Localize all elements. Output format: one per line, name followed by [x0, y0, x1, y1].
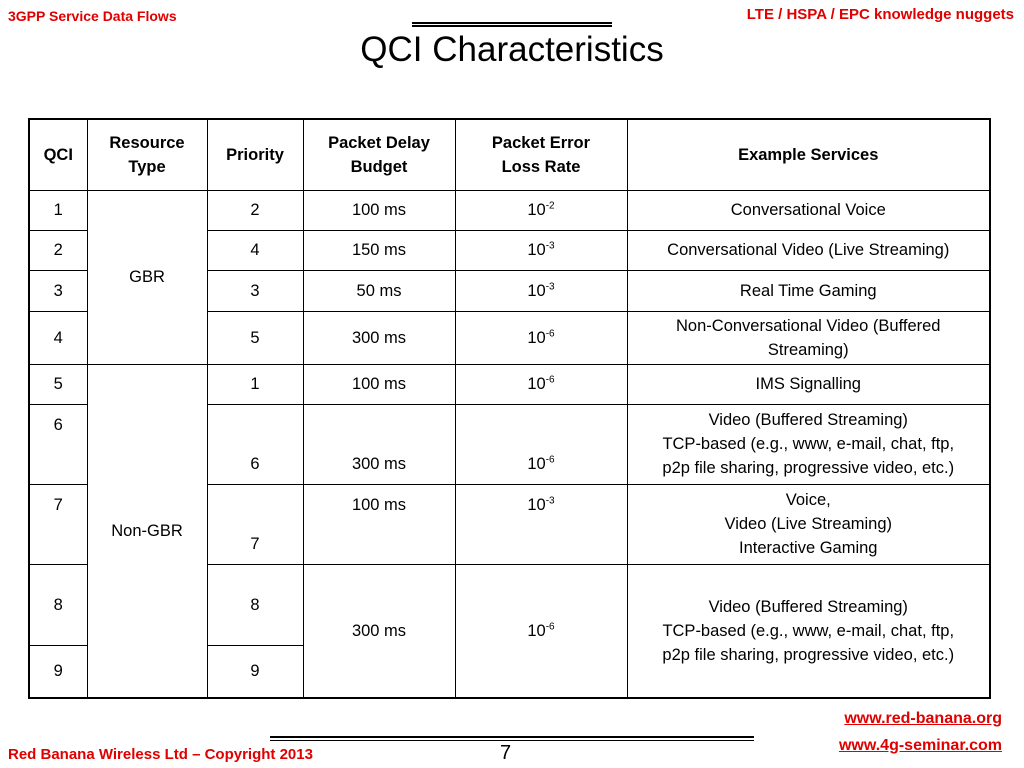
qci-cell: 8 — [29, 564, 87, 645]
error-rate-cell: $10^{-2}$ — [455, 190, 627, 230]
services-cell: IMS Signalling — [627, 364, 990, 404]
qci-cell: 4 — [29, 311, 87, 364]
4g-seminar-link[interactable]: www.4g-seminar.com — [838, 737, 1002, 754]
services-cell: Voice, Video (Live Streaming) Interactive Gaming — [627, 484, 990, 564]
priority-cell: 4 — [207, 230, 303, 270]
services-cell: Video (Buffered Streaming) TCP-based (e.g., www, e-mail, chat, ftp, p2p file sharing, progressive video, etc.) — [627, 564, 990, 698]
resource-type-non-gbr: Non-GBR — [87, 364, 207, 698]
services-cell: Non-Conversational Video (Buffered Streaming) — [627, 311, 990, 364]
qci-cell: 2 — [29, 230, 87, 270]
qci-cell: 9 — [29, 645, 87, 698]
header-right-label: LTE / HSPA / EPC knowledge nuggets — [746, 6, 1014, 23]
delay-cell: 300 ms — [303, 404, 455, 484]
error-rate-cell: $10^{-6}$ — [455, 564, 627, 698]
error-rate-cell: $10^{-3}$ — [455, 230, 627, 270]
footer-rule-bottom — [270, 740, 754, 741]
title-rule-bottom — [412, 25, 612, 27]
delay-cell: 300 ms — [303, 564, 455, 698]
footer-rule-top — [270, 736, 754, 738]
services-cell: Conversational Video (Live Streaming) — [627, 230, 990, 270]
priority-cell: 3 — [207, 270, 303, 311]
error-rate-cell: $10^{-6}$ — [455, 404, 627, 484]
delay-cell: 100 ms — [303, 190, 455, 230]
qci-table — [28, 118, 991, 699]
resource-type-gbr: GBR — [87, 190, 207, 364]
priority-cell: 7 — [207, 484, 303, 564]
page-title: QCI Characteristics — [360, 30, 664, 69]
delay-cell: 100 ms — [303, 484, 455, 564]
services-cell: Video (Buffered Streaming) TCP-based (e.g., www, e-mail, chat, ftp, p2p file sharing, progressive video, etc.) — [627, 404, 990, 484]
qci-cell: 6 — [29, 404, 87, 484]
header-packet-delay-budget: Packet Delay Budget — [303, 119, 455, 190]
priority-cell: 9 — [207, 645, 303, 698]
services-cell: Real Time Gaming — [627, 270, 990, 311]
priority-cell: 5 — [207, 311, 303, 364]
red-banana-link[interactable]: www.red-banana.org — [844, 710, 1002, 727]
services-cell: Conversational Voice — [627, 190, 990, 230]
error-rate-cell: $10^{-3}$ — [455, 270, 627, 311]
priority-cell: 8 — [207, 564, 303, 645]
delay-cell: 50 ms — [303, 270, 455, 311]
table-row — [29, 364, 990, 404]
delay-cell: 100 ms — [303, 364, 455, 404]
table-header-row — [29, 119, 990, 190]
priority-cell: 6 — [207, 404, 303, 484]
delay-cell: 150 ms — [303, 230, 455, 270]
priority-cell: 1 — [207, 364, 303, 404]
header-qci: QCI — [29, 119, 87, 190]
header-resource-type: Resource Type — [87, 119, 207, 190]
page-number: 7 — [500, 742, 512, 764]
header-example-services: Example Services — [627, 119, 990, 190]
qci-cell: 5 — [29, 364, 87, 404]
qci-cell: 7 — [29, 484, 87, 564]
header-packet-error-loss-rate: Packet Error Loss Rate — [455, 119, 627, 190]
delay-cell: 300 ms — [303, 311, 455, 364]
header-left-label: 3GPP Service Data Flows — [8, 8, 177, 24]
error-rate-cell: $10^{-6}$ — [455, 364, 627, 404]
header-priority: Priority — [207, 119, 303, 190]
error-rate-cell: $10^{-6}$ — [455, 311, 627, 364]
error-rate-cell: $10^{-3}$ — [455, 484, 627, 564]
qci-cell: 1 — [29, 190, 87, 230]
table-row — [29, 190, 990, 230]
title-rule-top — [412, 22, 612, 24]
copyright-label: Red Banana Wireless Ltd – Copyright 2013 — [8, 746, 313, 763]
qci-cell: 3 — [29, 270, 87, 311]
priority-cell: 2 — [207, 190, 303, 230]
